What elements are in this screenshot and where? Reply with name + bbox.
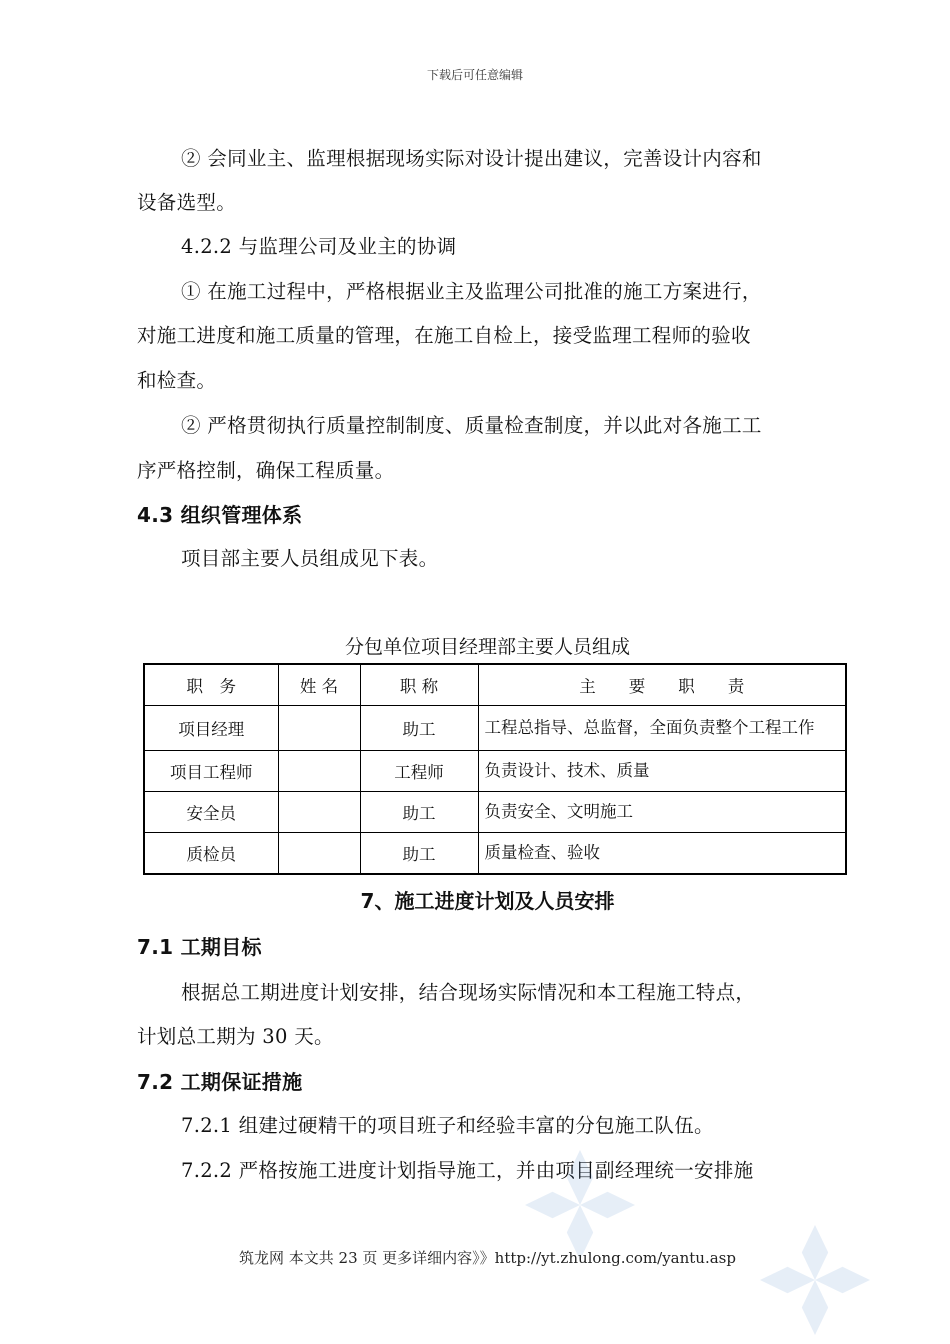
watermark-snowflake-icon	[760, 1225, 870, 1335]
section-heading: 4.3 组织管理体系	[137, 503, 303, 527]
duty-cell: 负责设计、技术、质量	[478, 751, 846, 792]
role-cell: 安全员	[144, 792, 278, 833]
role-cell: 项目工程师	[144, 751, 278, 792]
paragraph-line: ② 严格贯彻执行质量控制制度、质量检查制度，并以此对各施工工	[181, 414, 762, 437]
header-cell: 职 称	[360, 664, 478, 706]
header-cell: 主 要 职 责	[478, 664, 846, 706]
section-heading: 7.2 工期保证措施	[137, 1070, 303, 1094]
header-cell: 职 务	[144, 664, 278, 706]
role-cell: 质检员	[144, 833, 278, 875]
table-row	[144, 706, 846, 751]
role-cell: 项目经理	[144, 706, 278, 751]
page-header: 下载后可任意编辑	[426, 68, 523, 82]
paragraph-line: 7.2.1 组建过硬精干的项目班子和经验丰富的分包施工队伍。	[181, 1114, 714, 1137]
section-heading: 7.1 工期目标	[137, 935, 262, 959]
name-cell	[278, 706, 360, 751]
paragraph-line: 7.2.2 严格按施工进度计划指导施工，并由项目副经理统一安排施	[181, 1159, 754, 1182]
table-caption: 分包单位项目经理部主要人员组成	[344, 636, 630, 658]
table-header-row	[144, 664, 846, 706]
title-cell: 助工	[360, 792, 478, 833]
paragraph-line: 序严格控制，确保工程质量。	[137, 459, 395, 482]
paragraph-line: ① 在施工过程中，严格根据业主及监理公司批准的施工方案进行，	[181, 280, 762, 303]
paragraph-line: ② 会同业主、监理根据现场实际对设计提出建议，完善设计内容和	[181, 147, 762, 170]
table-row	[144, 833, 846, 875]
title-cell: 工程师	[360, 751, 478, 792]
duty-cell: 质量检查、验收	[478, 833, 846, 875]
paragraph-line: 和检查。	[137, 369, 217, 392]
name-cell	[278, 751, 360, 792]
duty-cell: 负责安全、文明施工	[478, 792, 846, 833]
watermark-snowflake-icon	[525, 1150, 635, 1260]
page-footer: 筑龙网 本文共 23 页 更多详细内容》》http://yt.zhulong.com/yantu.asp	[239, 1249, 736, 1267]
paragraph-line: 设备选型。	[137, 191, 237, 214]
subsection-heading: 4.2.2 与监理公司及业主的协调	[181, 235, 457, 258]
title-cell: 助工	[360, 706, 478, 751]
staff-table	[143, 663, 847, 875]
paragraph-line: 根据总工期进度计划安排，结合现场实际情况和本工程施工特点，	[181, 981, 756, 1004]
name-cell	[278, 792, 360, 833]
duty-cell: 工程总指导、总监督，全面负责整个工程工作	[478, 706, 846, 751]
chapter-title: 7、施工进度计划及人员安排	[360, 889, 615, 913]
paragraph-line: 项目部主要人员组成见下表。	[181, 547, 439, 570]
table-row	[144, 792, 846, 833]
paragraph-line: 计划总工期为 30 天。	[137, 1025, 334, 1048]
header-cell: 姓 名	[278, 664, 360, 706]
table-row	[144, 751, 846, 792]
name-cell	[278, 833, 360, 875]
title-cell: 助工	[360, 833, 478, 875]
paragraph-line: 对施工进度和施工质量的管理，在施工自检上，接受监理工程师的验收	[137, 324, 751, 347]
